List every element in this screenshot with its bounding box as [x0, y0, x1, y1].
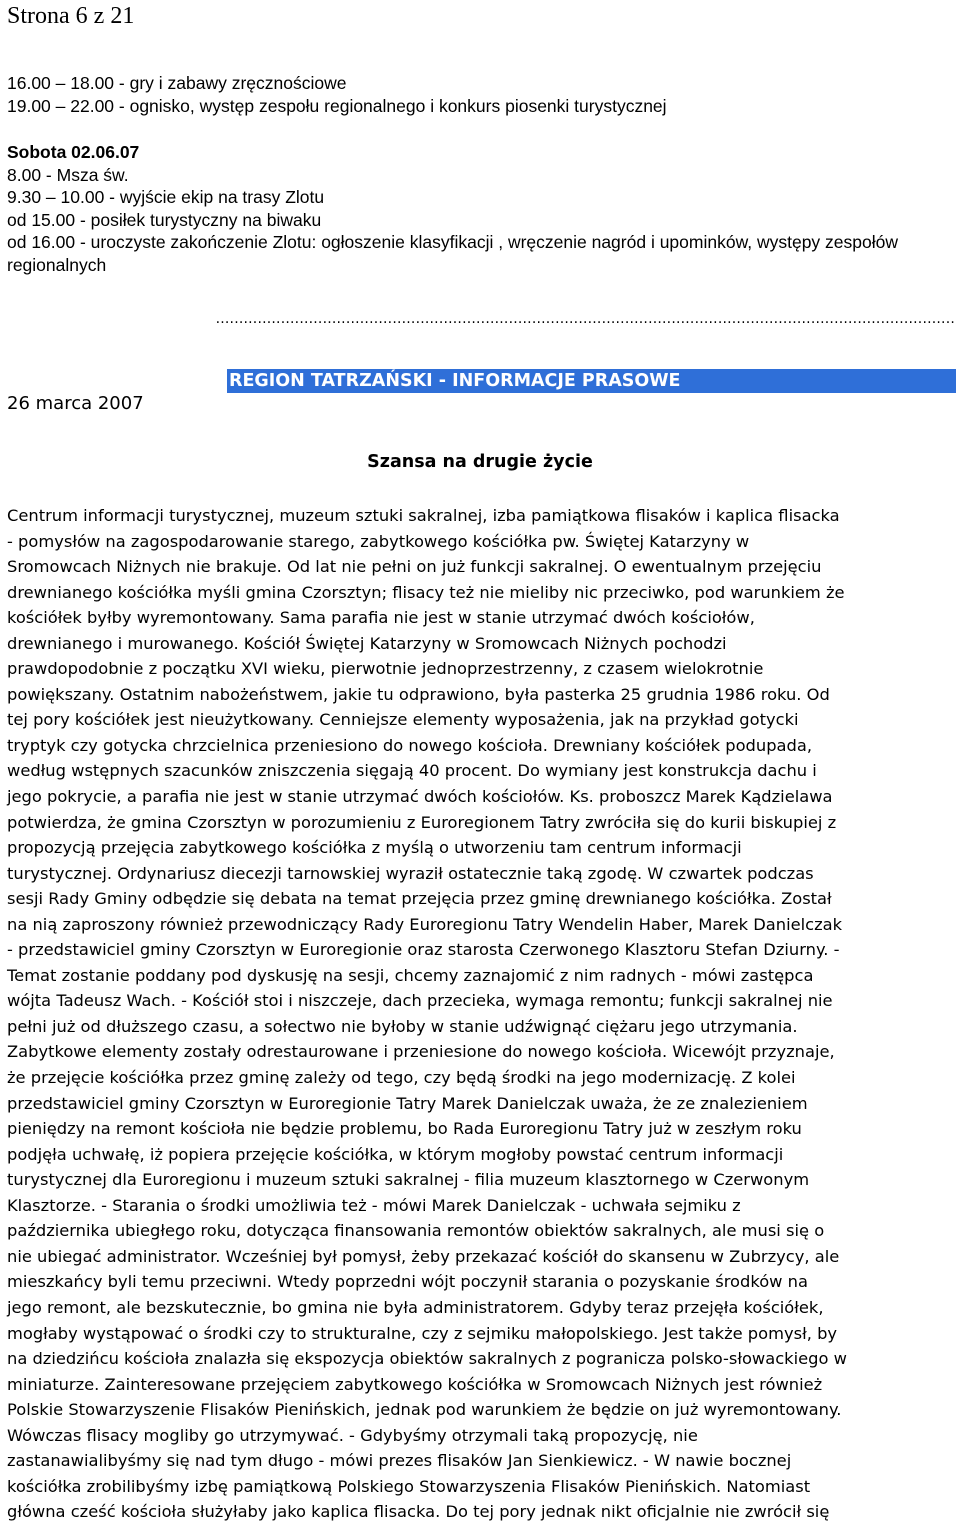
- article-date: 26 marca 2007: [7, 393, 144, 414]
- article-line: turystycznej. Ordynariusz diecezji tarnowskiej wyraził ostatecznie taką zgodę. W czwartek podczas: [7, 863, 814, 883]
- article-line: pełni już od dłuższego czasu, a sołectwo nie byłoby w stanie udźwignąć ciężaru jego utrzymania.: [7, 1016, 798, 1036]
- article-line: na dziedzińcu kościoła znalazła się ekspozycja obiektów sakralnych z pogranicza polsko-słowackiego w: [7, 1349, 847, 1369]
- article-body: [7, 503, 955, 1525]
- article-line: jego remont, ale bezskutecznie, bo gmina nie była administratorem. Gdyby teraz przejęła kościółek,: [7, 1297, 824, 1317]
- article-line: według wstępnych szacunków zniszczenia sięgają 40 procent. Do wymiany jest konstrukcja dachu i: [7, 761, 817, 781]
- article-line: podjęła uchwałę, iż popiera przejęcie kościółka, w którym mogłoby powstać centrum informacji: [7, 1144, 784, 1164]
- article-line: mieszkańcy byli temu przeciwni. Wtedy poprzedni wójt poczynił starania o pozyskanie środków na: [7, 1272, 808, 1292]
- article-line: na nią zaproszony również przewodniczący Rady Euroregionu Tatry Wendelin Haber, Marek Danielczak: [7, 914, 843, 934]
- article-line: tryptyk czy gotycka chrzcielnica przeniesiono do nowego kościoła. Drewniany kościółek podupada,: [7, 735, 812, 755]
- article-line: nie ubiegać administrator. Wcześniej był pomysł, żeby przekazać kościół do skansenu w Zubrzycy, ale: [7, 1246, 840, 1266]
- schedule-item: 19.00 – 22.00 - ognisko, występ zespołu regionalnego i konkurs piosenki turystycznej: [7, 95, 667, 116]
- article-line: Zabytkowe elementy zostały odrestaurowane i przeniesione do nowego kościoła. Wicewójt przyznaje,: [7, 1042, 835, 1062]
- article-line: - przedstawiciel gminy Czorsztyn w Euroregionie oraz starosta Czerwonego Klasztoru Stefan Dziurny. -: [7, 940, 840, 960]
- schedule-item: 9.30 – 10.00 - wyjście ekip na trasy Zlotu: [7, 187, 325, 207]
- schedule-gap: [7, 117, 952, 141]
- article-line: Wówczas flisacy mogliby go utrzymywać. - Gdybyśmy otrzymali taką propozycję, nie: [7, 1425, 698, 1445]
- schedule-item: 8.00 - Msza św.: [7, 164, 129, 185]
- article-line: powiększany. Ostatnim nabożeństwem, jakie tu odprawiono, była pasterka 25 grudnia 1986 roku. Od: [7, 684, 830, 704]
- article-line: jego pokrycie, a parafia nie jest w stanie utrzymać dwóch kościołów. Ks. proboszcz Marek Kądzielawa: [7, 787, 833, 807]
- article-line: turystycznej dla Euroregionu i muzeum sztuki sakralnej - filia muzeum klasztornego w Czerwonym: [7, 1170, 810, 1190]
- article-line: Temat zostanie poddany pod dyskusję na sesji, chcemy zaznajomić z nim radnych - mówi zastępca: [7, 965, 814, 985]
- article-line: potwierdza, że gmina Czorsztyn w porozumieniu z Euroregionem Tatry zwróciła się do kurii biskupiej z: [7, 812, 837, 832]
- article-line: Centrum informacji turystycznej, muzeum sztuki sakralnej, izba pamiątkowa flisaków i kaplica flisacka: [7, 506, 840, 525]
- article-line: drewnianego i murowanego. Kościół Świętej Katarzyny w Sromowcach Niżnych pochodzi: [7, 633, 727, 653]
- article-line: Klasztorze. - Starania o środki umożliwia też - mówi Marek Danielczak - uchwała sejmiku z: [7, 1195, 741, 1215]
- article-line: przedstawiciel gminy Czorsztyn w Euroregionie Tatry Marek Danielczak uważa, że ze znalezieniem: [7, 1093, 808, 1113]
- region-banner-title: REGION TATRZAŃSKI - INFORMACJE PRASOWE: [229, 371, 681, 391]
- dotted-separator: ...............................................................................................................................................................: [215, 311, 955, 327]
- article-line: mogłaby wystąpować o środki czy to strukturalne, czy z sejmiku małopolskiego. Jest także pomysł, by: [7, 1323, 838, 1343]
- article-line: pieniędzy na remont kościoła nie będzie problemu, bo Rada Euroregionu Tatry już w zeszłym roku: [7, 1119, 802, 1139]
- article-line: drewnianego kościółka myśli gmina Czorsztyn; flisacy też nie mieliby nic przeciwko, pod warunkiem że: [7, 582, 845, 602]
- article-line: wójta Tadeusz Wach. - Kościół stoi i niszczeje, dach przecieka, wymaga remontu; funkcji sakralnej nie: [7, 991, 833, 1011]
- event-schedule: [7, 72, 952, 276]
- article-line: propozycją przejęcia zabytkowego kościółka z myślą o utworzeniu tam centrum informacji: [7, 838, 742, 858]
- schedule-item: od 16.00 - uroczyste zakończenie Zlotu: ogłoszenie klasyfikacji , wręczenie nagród i upominków, występy zespołów regionalnych: [7, 232, 899, 275]
- article-line: tej pory kościółek jest nieużytkowany. Cenniejsze elementy wyposażenia, jak na przykład gotycki: [7, 710, 799, 730]
- page-number-header: Strona 6 z 21: [7, 3, 135, 29]
- article-title: Szansa na drugie życie: [367, 452, 593, 472]
- article-line: Sromowcach Niżnych nie brakuje. Od lat nie pełni on już funkcji sakralnej. O ewentualnym przejęciu: [7, 557, 822, 577]
- article-line: sesji Rady Gminy odbędzie się debata na temat przejęcia przez gminę drewnianego kościółka. Został: [7, 889, 832, 909]
- article-line: zastanawialibyśmy się nad tym długo - mówi prezes flisaków Jan Sienkiewicz. - W nawie bocznej: [7, 1451, 792, 1471]
- saturday-heading: Sobota 02.06.07: [7, 142, 140, 162]
- article-line: miniaturze. Zainteresowane przejęciem zabytkowego kościółka w Sromowcach Niżnych jest również: [7, 1374, 823, 1394]
- article-line: główna cześć kościoła służyłaby jako kaplica flisacka. Do tej pory jednak nikt oficjalnie nie zwrócił się: [7, 1502, 830, 1522]
- article-line: - pomysłów na zagospodarowanie starego, zabytkowego kościółka pw. Świętej Katarzyny w: [7, 531, 750, 551]
- article-line: kościółka zrobilibyśmy izbę pamiątkową Polskiego Stowarzyszenia Flisaków Pienińskich. Natomiast: [7, 1476, 811, 1496]
- article-line: Polskie Stowarzyszenie Flisaków Pienińskich, jednak pod warunkiem że będzie on już wyremontowany.: [7, 1400, 842, 1420]
- article-line: prawdopodobnie z początku XVI wieku, pierwotnie jednoprzestrzenny, z czasem wielokrotnie: [7, 659, 764, 679]
- article-line: kościółek byłby wyremontowany. Sama parafia nie jest w stanie utrzymać dwóch kościołów,: [7, 608, 755, 628]
- schedule-item: 16.00 – 18.00 - gry i zabawy zręcznościowe: [7, 73, 347, 93]
- schedule-item: od 15.00 - posiłek turystyczny na biwaku: [7, 209, 322, 230]
- article-line: że przejęcie kościółka przez gminę zależy od tego, czy będą środki na jego modernizację. Z kolei: [7, 1068, 796, 1088]
- article-line: października ubiegłego roku, dotycząca finansowania remontów obiektów sakralnych, ale musi się o: [7, 1221, 825, 1241]
